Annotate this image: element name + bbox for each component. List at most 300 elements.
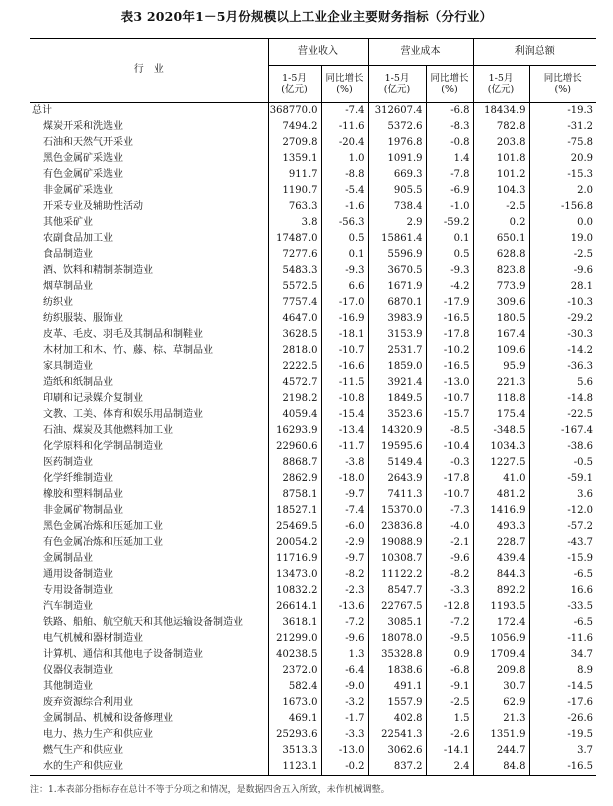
profit_g-cell: -9.6: [529, 263, 596, 279]
rev_g-cell: -7.4: [321, 503, 368, 519]
rev-cell: 10832.2: [268, 583, 321, 599]
profit_g-cell: -10.3: [529, 295, 596, 311]
industry-name-cell: 石油和天然气开采业: [43, 136, 133, 148]
rev-cell: 2862.9: [268, 471, 321, 487]
profit-cell: 1056.9: [473, 631, 529, 647]
cost-cell: 23836.8: [368, 519, 426, 535]
rev_g-cell: -1.6: [321, 199, 368, 215]
rev-cell: 25469.5: [268, 519, 321, 535]
financial-indicators-table: [30, 38, 596, 776]
profit-cell: 1709.4: [473, 647, 529, 663]
profit_g-cell: -2.5: [529, 247, 596, 263]
revenue-header: 营业收入: [268, 39, 368, 66]
rev-cell: 5572.5: [268, 279, 321, 295]
rev_g-cell: -1.7: [321, 711, 368, 727]
rev_g-cell: -16.9: [321, 311, 368, 327]
profit-cell: 95.9: [473, 359, 529, 375]
rev-cell: 368770.0: [268, 103, 321, 120]
cost-cell: 6870.1: [368, 295, 426, 311]
cost_g-cell: -9.6: [426, 551, 473, 567]
profit-cell: 628.8: [473, 247, 529, 263]
industry-name-cell: 其他采矿业: [43, 216, 93, 228]
rev-cell: 3628.5: [268, 327, 321, 343]
cost_g-cell: 0.5: [426, 247, 473, 263]
rev-cell: 3.8: [268, 215, 321, 231]
rev-cell: 2372.0: [268, 663, 321, 679]
cost-cell: 22541.3: [368, 727, 426, 743]
rev-cell: 4647.0: [268, 311, 321, 327]
profit-cell: 1227.5: [473, 455, 529, 471]
cost_g-cell: -0.8: [426, 135, 473, 151]
rev_g-cell: 1.3: [321, 647, 368, 663]
rev_g-cell: 6.6: [321, 279, 368, 295]
cost-cell: 35328.8: [368, 647, 426, 663]
table-row: [30, 279, 596, 295]
profit-cell: 30.7: [473, 679, 529, 695]
industry-name-cell: 酒、饮料和精制茶制造业: [43, 264, 153, 276]
profit_g-cell: -36.3: [529, 359, 596, 375]
cost_g-cell: -17.8: [426, 471, 473, 487]
rev_g-cell: -10.7: [321, 343, 368, 359]
cost_g-cell: -6.9: [426, 183, 473, 199]
profit_g-cell: -11.6: [529, 631, 596, 647]
cost-cell: 2531.7: [368, 343, 426, 359]
rev_g-cell: -8.2: [321, 567, 368, 583]
rev_g-cell: -6.4: [321, 663, 368, 679]
cost-cell: 5372.6: [368, 119, 426, 135]
industry-name-cell: 家具制造业: [43, 360, 93, 372]
rev_g-cell: -7.4: [321, 103, 368, 120]
table-row: [30, 631, 596, 647]
cost-cell: 19595.6: [368, 439, 426, 455]
profit_g-cell: -29.2: [529, 311, 596, 327]
table-row: [30, 455, 596, 471]
profit_g-cell: 3.7: [529, 743, 596, 759]
rev_g-cell: -3.2: [321, 695, 368, 711]
profit_g-cell: -43.7: [529, 535, 596, 551]
industry-name-cell: 农副食品加工业: [43, 232, 113, 244]
table-row: [30, 583, 596, 599]
industry-name-cell: 其他制造业: [43, 680, 93, 692]
industry-name-cell: 印刷和记录媒介复制业: [43, 392, 143, 404]
industry-name-cell: 汽车制造业: [43, 600, 93, 612]
industry-name-cell: 金属制品、机械和设备修理业: [43, 712, 173, 724]
profit_g-cell: 19.0: [529, 231, 596, 247]
industry-name-cell: 专用设备制造业: [43, 584, 113, 596]
rev-cell: 1359.1: [268, 151, 321, 167]
rev-cell: 21299.0: [268, 631, 321, 647]
industry-name-cell: 总计: [32, 104, 52, 116]
profit-cell: 1034.3: [473, 439, 529, 455]
rev-cell: 4572.7: [268, 375, 321, 391]
cost-cell: 738.4: [368, 199, 426, 215]
cost_g-cell: -4.2: [426, 279, 473, 295]
cost-cell: 1838.6: [368, 663, 426, 679]
profit-cell: 0.2: [473, 215, 529, 231]
profit_g-cell: -26.6: [529, 711, 596, 727]
rev_g-cell: -5.4: [321, 183, 368, 199]
rev-cell: 4059.4: [268, 407, 321, 423]
profit-cell: 62.9: [473, 695, 529, 711]
profit_g-cell: 3.6: [529, 487, 596, 503]
rev_g-cell: -9.0: [321, 679, 368, 695]
cost_g-cell: -12.8: [426, 599, 473, 615]
profit-cell: 209.8: [473, 663, 529, 679]
cost_g-cell: -17.9: [426, 295, 473, 311]
cost-cell: 2643.9: [368, 471, 426, 487]
cost_g-cell: -1.0: [426, 199, 473, 215]
rev-cell: 11716.9: [268, 551, 321, 567]
cost_g-cell: 2.4: [426, 759, 473, 776]
profit-cell: 101.2: [473, 167, 529, 183]
industry-name-cell: 电气机械和器材制造业: [43, 632, 143, 644]
table-row: [30, 359, 596, 375]
industry-name-cell: 仪器仪表制造业: [43, 664, 113, 676]
industry-name-cell: 黑色金属矿采选业: [43, 152, 123, 164]
rev_g-cell: -0.2: [321, 759, 368, 776]
rev_g-cell: -18.1: [321, 327, 368, 343]
profit_g-cell: -57.2: [529, 519, 596, 535]
cost_g-cell: -4.0: [426, 519, 473, 535]
cost-cell: 3921.4: [368, 375, 426, 391]
rev_g-cell: -2.9: [321, 535, 368, 551]
rev_g-cell: -13.4: [321, 423, 368, 439]
rev_g-cell: 0.5: [321, 231, 368, 247]
industry-name-cell: 木材加工和木、竹、藤、棕、草制品业: [43, 344, 213, 356]
industry-name-cell: 烟草制品业: [43, 280, 93, 292]
cost-cell: 8547.7: [368, 583, 426, 599]
table-row: [30, 743, 596, 759]
table-row: [30, 567, 596, 583]
cost-cell: 19088.9: [368, 535, 426, 551]
profit-cell: 104.3: [473, 183, 529, 199]
table-row: [30, 711, 596, 727]
profit-cell: 481.2: [473, 487, 529, 503]
profit-cell: -2.5: [473, 199, 529, 215]
industry-name-cell: 皮革、毛皮、羽毛及其制品和制鞋业: [43, 328, 203, 340]
cost_g-cell: 1.5: [426, 711, 473, 727]
rev-cell: 18527.1: [268, 503, 321, 519]
rev-cell: 469.1: [268, 711, 321, 727]
cost-cell: 1849.5: [368, 391, 426, 407]
profit-cell: 1193.5: [473, 599, 529, 615]
cost_g-cell: -7.2: [426, 615, 473, 631]
cost-cell: 7411.3: [368, 487, 426, 503]
cost-cell: 402.8: [368, 711, 426, 727]
industry-name-cell: 水的生产和供应业: [30, 759, 268, 776]
table-row: [30, 519, 596, 535]
cost-cell: 1091.9: [368, 151, 426, 167]
profit_g-cell: -19.5: [529, 727, 596, 743]
cost_g-cell: -8.3: [426, 119, 473, 135]
table-row: [30, 375, 596, 391]
table-title: 表3 2020年1－5月份规模以上工业企业主要财务指标（分行业）: [120, 9, 493, 24]
industry-name-cell: 造纸和纸制品业: [43, 376, 113, 388]
table-row: [30, 311, 596, 327]
industry-name-cell: 废弃资源综合利用业: [43, 696, 133, 708]
profit_g-cell: -16.5: [529, 759, 596, 776]
profit_g-cell: -0.5: [529, 455, 596, 471]
rev-cell: 2818.0: [268, 343, 321, 359]
cost-cell: 1557.9: [368, 695, 426, 711]
profit-cell: 167.4: [473, 327, 529, 343]
cost-cell: 3062.6: [368, 743, 426, 759]
profit_g-cell: 20.9: [529, 151, 596, 167]
cost_g-cell: -7.8: [426, 167, 473, 183]
cost_g-cell: -8.2: [426, 567, 473, 583]
rev_g-cell: -11.6: [321, 119, 368, 135]
cost_g-cell: -10.7: [426, 391, 473, 407]
cost-cell: 10308.7: [368, 551, 426, 567]
cost-cell: 15861.4: [368, 231, 426, 247]
profit-cell: 650.1: [473, 231, 529, 247]
table-row: [30, 167, 596, 183]
rev-cell: 2222.5: [268, 359, 321, 375]
industry-name-cell: 纺织业: [43, 296, 73, 308]
profit-cell: 439.4: [473, 551, 529, 567]
profit_g-cell: 0.0: [529, 215, 596, 231]
profit_g-cell: 2.0: [529, 183, 596, 199]
rev_g-cell: -17.0: [321, 295, 368, 311]
table-row: [30, 487, 596, 503]
rev-cell: 1123.1: [268, 759, 321, 776]
cost_g-cell: -6.8: [426, 103, 473, 120]
table-row: [30, 759, 596, 776]
table-row: [30, 647, 596, 663]
cost_g-cell: -9.1: [426, 679, 473, 695]
rev_g-cell: -9.3: [321, 263, 368, 279]
cost_g-cell: -10.4: [426, 439, 473, 455]
rev_g-cell: -9.6: [321, 631, 368, 647]
cost-cell: 3670.5: [368, 263, 426, 279]
industry-name-cell: 有色金属矿采选业: [43, 168, 123, 180]
profit-cell: 109.6: [473, 343, 529, 359]
table-row: [30, 471, 596, 487]
rev_g-cell: -9.7: [321, 551, 368, 567]
table-row: [30, 663, 596, 679]
rev-cell: 1190.7: [268, 183, 321, 199]
profit-value-header: 1-5月 (亿元): [473, 66, 529, 103]
rev-cell: 5483.3: [268, 263, 321, 279]
industry-name-cell: 非金属矿采选业: [43, 184, 113, 196]
rev-cell: 40238.5: [268, 647, 321, 663]
profit-cell: -348.5: [473, 423, 529, 439]
profit-cell: 892.2: [473, 583, 529, 599]
rev_g-cell: 0.1: [321, 247, 368, 263]
profit_g-cell: -59.1: [529, 471, 596, 487]
table-row: [30, 247, 596, 263]
rev-cell: 22960.6: [268, 439, 321, 455]
profit_g-cell: -17.6: [529, 695, 596, 711]
table-row: [30, 439, 596, 455]
profit_g-cell: -38.6: [529, 439, 596, 455]
cost-cell: 1976.8: [368, 135, 426, 151]
cost_g-cell: -17.8: [426, 327, 473, 343]
profit_g-cell: 5.6: [529, 375, 596, 391]
rev_g-cell: -10.8: [321, 391, 368, 407]
profit_g-cell: -30.3: [529, 327, 596, 343]
table-row: [30, 615, 596, 631]
rev-cell: 7494.2: [268, 119, 321, 135]
cost-cell: 491.1: [368, 679, 426, 695]
profit_g-cell: 34.7: [529, 647, 596, 663]
profit-cell: 18434.9: [473, 103, 529, 120]
rev-cell: 3618.1: [268, 615, 321, 631]
rev-cell: 911.7: [268, 167, 321, 183]
table-row: [30, 343, 596, 359]
profit-cell: 172.4: [473, 615, 529, 631]
profit_g-cell: -31.2: [529, 119, 596, 135]
rev_g-cell: -7.2: [321, 615, 368, 631]
rev_g-cell: 1.0: [321, 151, 368, 167]
industry-name-cell: 通用设备制造业: [43, 568, 113, 580]
industry-name-cell: 化学纤维制造业: [43, 472, 113, 484]
cost_g-cell: 0.9: [426, 647, 473, 663]
rev_g-cell: -6.0: [321, 519, 368, 535]
table-row: [30, 119, 596, 135]
profit_g-cell: -156.8: [529, 199, 596, 215]
profit_g-cell: -6.5: [529, 615, 596, 631]
cost-cell: 15370.0: [368, 503, 426, 519]
rev-cell: 2198.2: [268, 391, 321, 407]
cost-cell: 22767.5: [368, 599, 426, 615]
revenue-value-header: 1-5月 (亿元): [268, 66, 321, 103]
profit-cell: 118.8: [473, 391, 529, 407]
profit-cell: 773.9: [473, 279, 529, 295]
rev-cell: 13473.0: [268, 567, 321, 583]
cost-cell: 18078.0: [368, 631, 426, 647]
profit_g-cell: -167.4: [529, 423, 596, 439]
cost-cell: 5149.4: [368, 455, 426, 471]
table-row: [30, 503, 596, 519]
rev_g-cell: -3.3: [321, 727, 368, 743]
rev-cell: 20054.2: [268, 535, 321, 551]
profit_g-cell: 8.9: [529, 663, 596, 679]
cost-cell: 5596.9: [368, 247, 426, 263]
rev-cell: 8868.7: [268, 455, 321, 471]
industry-name-cell: 医药制造业: [43, 456, 93, 468]
profit_g-cell: -14.2: [529, 343, 596, 359]
cost_g-cell: -2.6: [426, 727, 473, 743]
profit-cell: 228.7: [473, 535, 529, 551]
cost-cell: 312607.4: [368, 103, 426, 120]
profit_g-cell: -15.9: [529, 551, 596, 567]
revenue-growth-header: 同比增长 (%): [321, 66, 368, 103]
rev_g-cell: -13.6: [321, 599, 368, 615]
cost_g-cell: -10.2: [426, 343, 473, 359]
cost_g-cell: -0.3: [426, 455, 473, 471]
rev_g-cell: -11.7: [321, 439, 368, 455]
industry-name-cell: 食品制造业: [43, 248, 93, 260]
cost-cell: 3983.9: [368, 311, 426, 327]
profit-cell: 175.4: [473, 407, 529, 423]
industry-name-cell: 电力、热力生产和供应业: [43, 728, 153, 740]
profit_g-cell: 16.6: [529, 583, 596, 599]
industry-name-cell: 黑色金属冶炼和压延加工业: [43, 520, 163, 532]
cost_g-cell: -6.8: [426, 663, 473, 679]
table-row: [30, 599, 596, 615]
industry-name-cell: 石油、煤炭及其他燃料加工业: [43, 424, 173, 436]
cost_g-cell: -9.5: [426, 631, 473, 647]
profit-cell: 203.8: [473, 135, 529, 151]
profit_g-cell: -75.8: [529, 135, 596, 151]
cost-growth-header: 同比增长 (%): [426, 66, 473, 103]
rev_g-cell: -8.8: [321, 167, 368, 183]
table-row: [30, 535, 596, 551]
rev-cell: 7277.6: [268, 247, 321, 263]
cost_g-cell: -16.5: [426, 359, 473, 375]
rev-cell: 763.3: [268, 199, 321, 215]
rev-cell: 1673.0: [268, 695, 321, 711]
profit-header: 利润总额: [473, 39, 596, 66]
profit-growth-header: 同比增长 (%): [529, 66, 596, 103]
profit_g-cell: -14.8: [529, 391, 596, 407]
cost_g-cell: -2.5: [426, 695, 473, 711]
table-row: [30, 231, 596, 247]
cost-value-header: 1-5月 (亿元): [368, 66, 426, 103]
profit_g-cell: -14.5: [529, 679, 596, 695]
rev_g-cell: -56.3: [321, 215, 368, 231]
industry-name-cell: 金属制品业: [43, 552, 93, 564]
profit-cell: 309.6: [473, 295, 529, 311]
rev_g-cell: -20.4: [321, 135, 368, 151]
industry-name-cell: 纺织服装、服饰业: [43, 312, 123, 324]
rev_g-cell: -15.4: [321, 407, 368, 423]
table-row: [30, 215, 596, 231]
profit-cell: 84.8: [473, 759, 529, 776]
cost-cell: 3085.1: [368, 615, 426, 631]
industry-name-cell: 燃气生产和供应业: [43, 744, 123, 756]
rev-cell: 25293.6: [268, 727, 321, 743]
profit_g-cell: 28.1: [529, 279, 596, 295]
cost-cell: 2.9: [368, 215, 426, 231]
industry-name-cell: 煤炭开采和洗选业: [43, 120, 123, 132]
profit_g-cell: -6.5: [529, 567, 596, 583]
industry-name-cell: 非金属矿物制品业: [43, 504, 123, 516]
rev-cell: 26614.1: [268, 599, 321, 615]
rev-cell: 16293.9: [268, 423, 321, 439]
profit_g-cell: -33.5: [529, 599, 596, 615]
rev_g-cell: -3.8: [321, 455, 368, 471]
rev_g-cell: -2.3: [321, 583, 368, 599]
industry-header: 行 业: [30, 39, 268, 103]
industry-name-cell: 铁路、船舶、航空航天和其他运输设备制造业: [43, 617, 243, 628]
cost-cell: 11122.2: [368, 567, 426, 583]
profit-cell: 1416.9: [473, 503, 529, 519]
profit-cell: 41.0: [473, 471, 529, 487]
cost-cell: 669.3: [368, 167, 426, 183]
table-row: [30, 407, 596, 423]
industry-name-cell: 计算机、通信和其他电子设备制造业: [43, 648, 203, 660]
cost_g-cell: 0.1: [426, 231, 473, 247]
profit-cell: 844.3: [473, 567, 529, 583]
table-row: [30, 391, 596, 407]
rev-cell: 3513.3: [268, 743, 321, 759]
cost-cell: 14320.9: [368, 423, 426, 439]
cost_g-cell: -2.1: [426, 535, 473, 551]
profit_g-cell: -15.3: [529, 167, 596, 183]
profit_g-cell: -19.3: [529, 103, 596, 120]
cost_g-cell: -14.1: [426, 743, 473, 759]
industry-name-cell: 有色金属冶炼和压延加工业: [43, 536, 163, 548]
cost_g-cell: -9.3: [426, 263, 473, 279]
rev_g-cell: -16.6: [321, 359, 368, 375]
profit-cell: 221.3: [473, 375, 529, 391]
cost_g-cell: 1.4: [426, 151, 473, 167]
industry-name-cell: 橡胶和塑料制品业: [43, 488, 123, 500]
table-row: [30, 263, 596, 279]
profit-cell: 244.7: [473, 743, 529, 759]
